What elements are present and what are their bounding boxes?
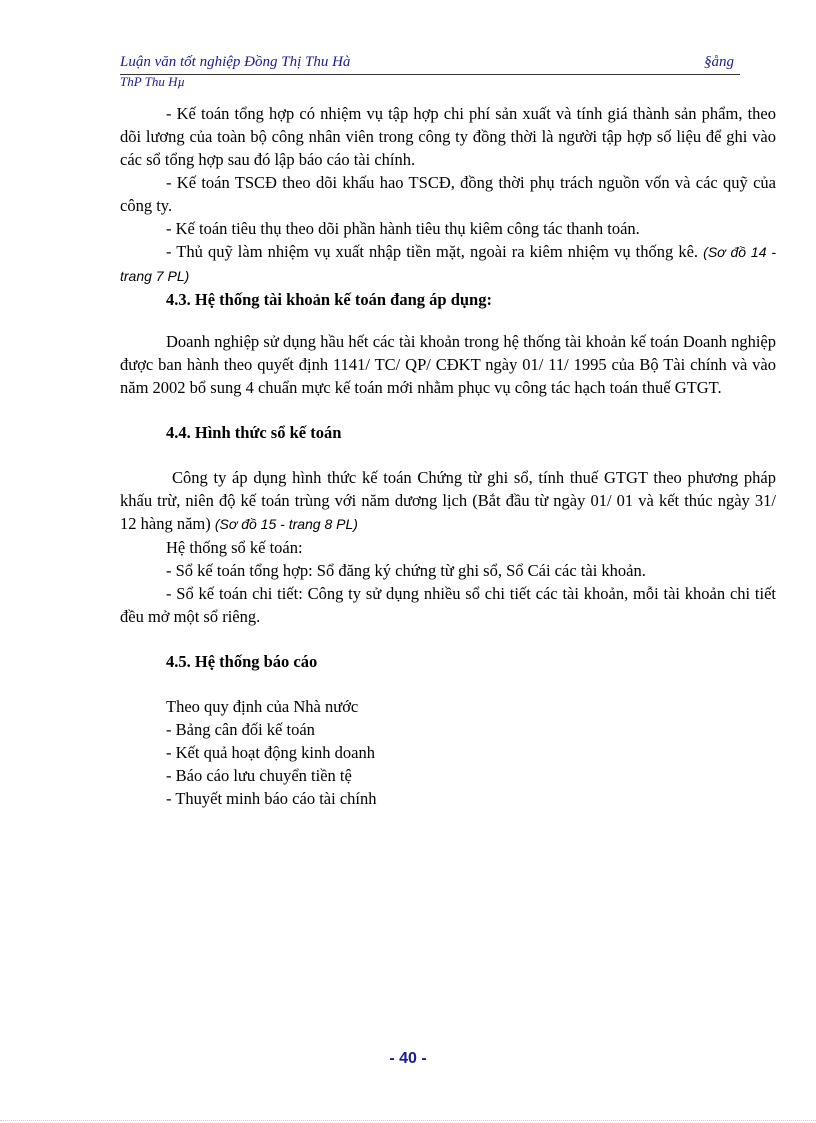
paragraph	[120, 240, 776, 288]
paragraph-text: - Thủ quỹ làm nhiệm vụ xuất nhập tiền mặt, ngoài ra kiêm nhiệm vụ thống kê.	[166, 242, 699, 261]
diagram-reference: (Sơ đồ 14 - trang 7 PL)	[120, 244, 776, 284]
paragraph: Hệ thống sổ kế toán:	[166, 538, 303, 557]
paragraph: - Kế toán tiêu thụ theo dõi phần hành tiêu thụ kiêm công tác thanh toán.	[166, 219, 640, 238]
list-item: - Kết quả hoạt động kinh doanh	[166, 743, 375, 762]
list-item: - Báo cáo lưu chuyển tiền tệ	[166, 766, 352, 785]
paragraph: - Kế toán TSCĐ theo dõi khấu hao TSCĐ, đồng thời phụ trách nguồn vốn và các quỹ của công ty.	[120, 173, 776, 215]
section-heading-4-5: 4.5. Hệ thống báo cáo	[166, 652, 318, 671]
header-subtitle: ThP Thu Hµ	[120, 74, 186, 89]
page-bottom-border	[0, 1120, 816, 1121]
paragraph: - Kế toán tổng hợp có nhiệm vụ tập hợp chi phí sản xuất và tính giá thành sản phẩm, theo dõi lương của toàn bộ công nhân viên trong công ty đồng thời là người tập hợp số liệu để ghi vào các sổ tổng hợp sau đó lập báo cáo tài chính.	[120, 104, 776, 169]
paragraph	[120, 466, 776, 536]
paragraph: Theo quy định của Nhà nước	[166, 697, 359, 716]
paragraph-text: Công ty áp dụng hình thức kế toán Chứng từ ghi sổ, tính thuế GTGT theo phương pháp khấu trừ, niên độ kế toán trùng với năm dương lịch (Bắt đầu từ ngày 01/ 01 và kết thúc ngày 31/ 12 hàng năm)	[120, 468, 776, 533]
section-heading-4-4: 4.4. Hình thức sổ kế toán	[166, 423, 342, 442]
section-heading-4-3: 4.3. Hệ thống tài khoản kế toán đang áp dụng:	[166, 290, 492, 309]
paragraph: - Sổ kế toán tổng hợp: Sổ đăng ký chứng từ ghi sổ, Sổ Cái các tài khoản.	[166, 561, 646, 580]
header-rule	[120, 74, 740, 75]
header-right-text: §ång	[704, 54, 734, 70]
list-item: - Thuyết minh báo cáo tài chính	[166, 789, 377, 808]
paragraph: Doanh nghiệp sử dụng hầu hết các tài khoản trong hệ thống tài khoản kế toán Doanh nghiệp được ban hành theo quyết định 1141/ TC/ QP/ CĐKT ngày 01/ 11/ 1995 của Bộ Tài chính và vào năm 2002 bổ sung 4 chuẩn mực kế toán mới nhằm phục vụ công tác hạch toán thuế GTGT.	[120, 332, 776, 397]
page-number: - 40 -	[389, 1050, 427, 1067]
list-item: - Bảng cân đối kế toán	[166, 720, 315, 739]
page-header	[120, 54, 740, 94]
header-title: Luận văn tốt nghiệp Đồng Thị Thu Hà	[120, 54, 351, 70]
diagram-reference: (Sơ đồ 15 - trang 8 PL)	[214, 516, 358, 532]
paragraph: - Sổ kế toán chi tiết: Công ty sử dụng nhiều sổ chi tiết các tài khoản, mỗi tài khoản chi tiết đều mở một sổ riêng.	[120, 584, 776, 626]
page-body	[120, 102, 776, 810]
